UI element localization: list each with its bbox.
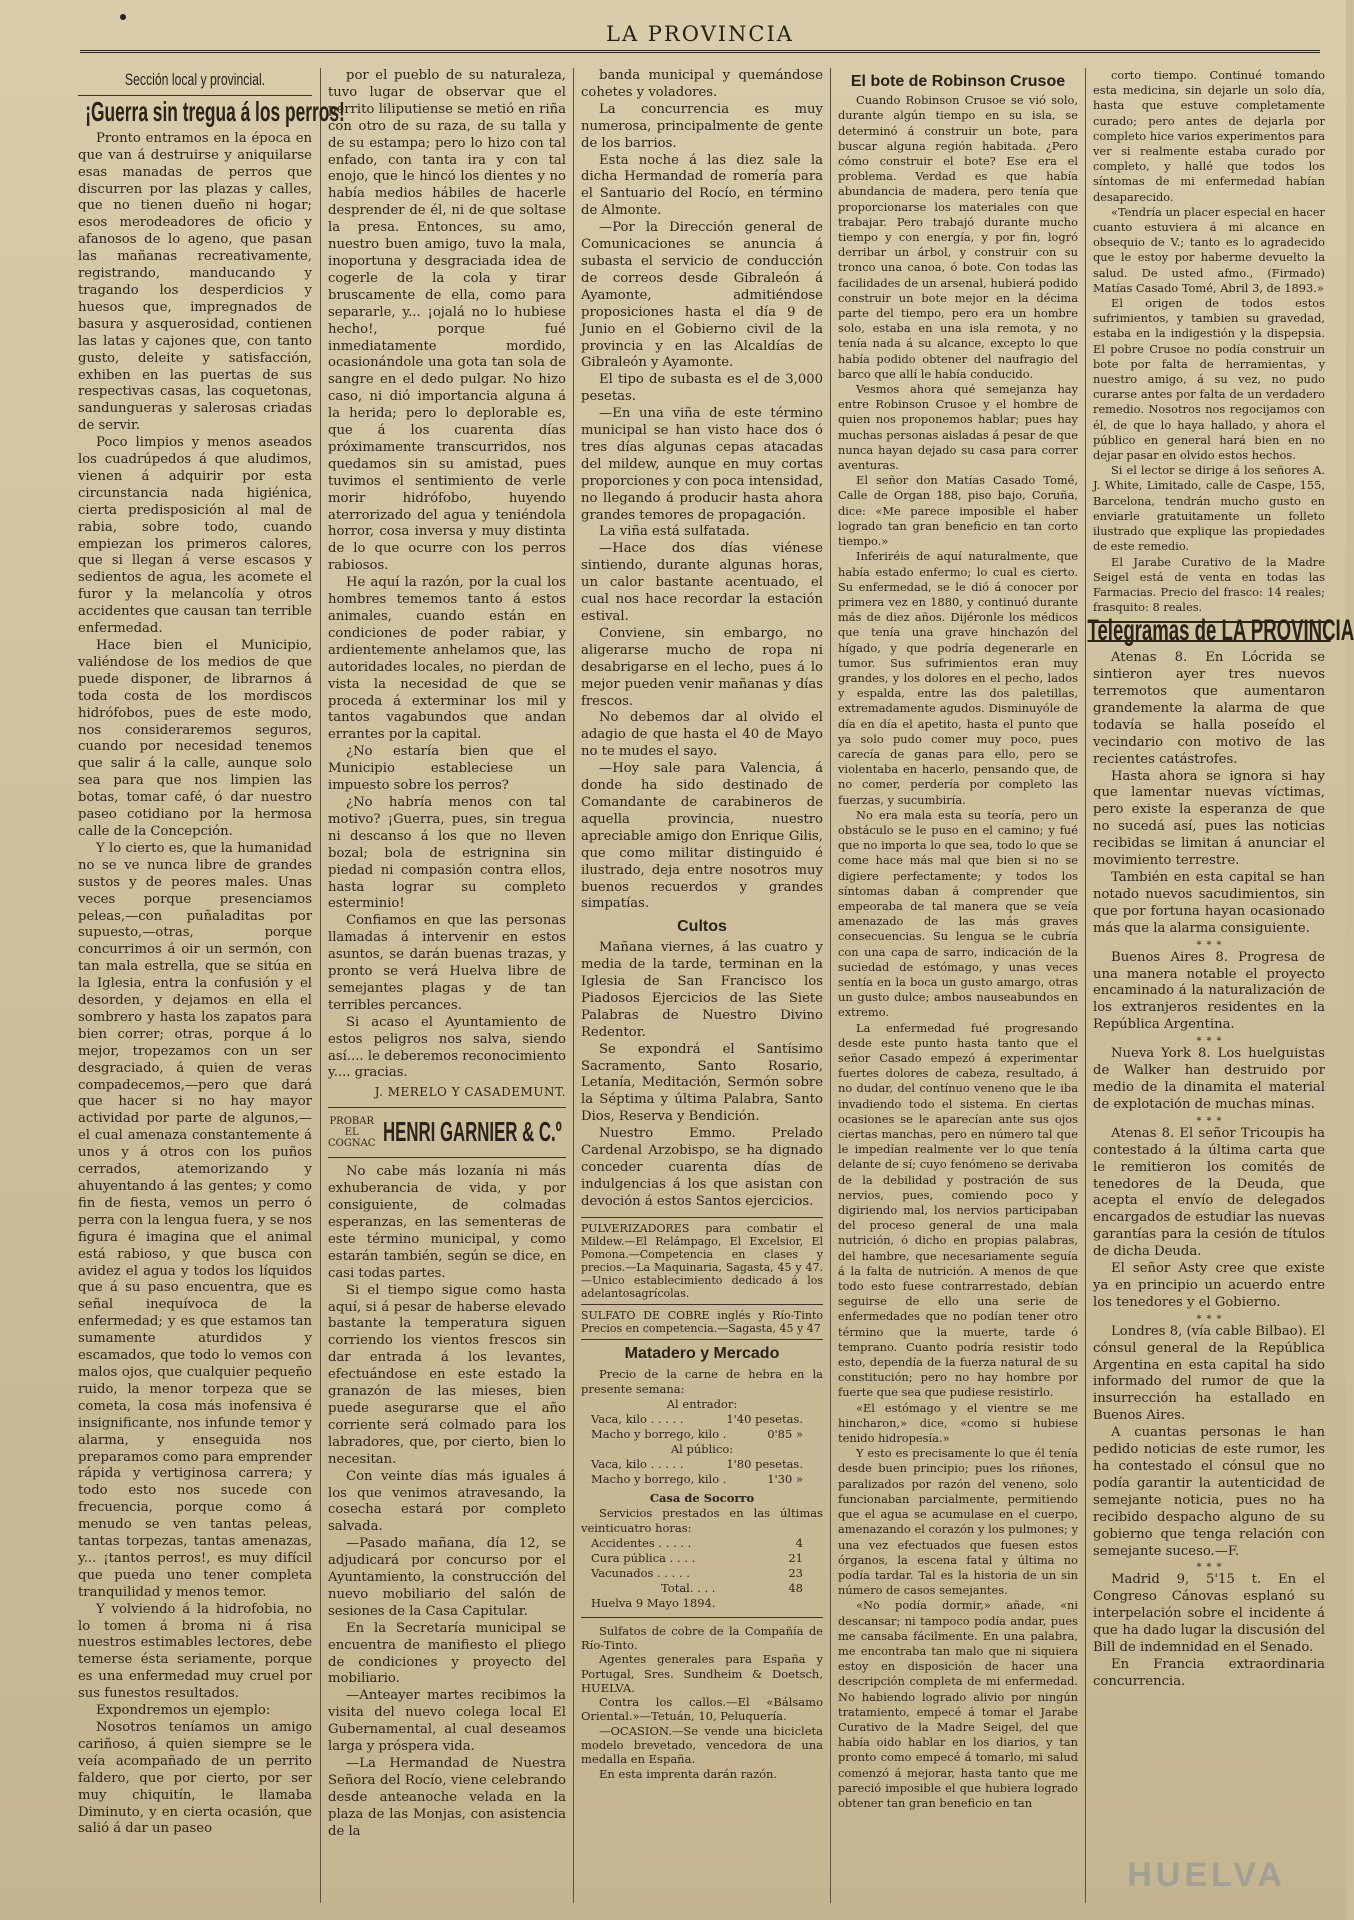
paragraph: La viña está sulfatada. [599, 524, 750, 540]
paragraph: Y lo cierto es, que la humanidad no se ve nunca libre de grandes sustos y de peores males. Unas veces porque presenciamos peleas,—con puñaladitas por supuesto,—otras, porque concurrimos á oir un sermón, con tan mala estrella, que se sitúa en la Iglesia, entra la confusión y el desorden, y dejamos en ella el sombrero y hasta los zapatos para bien correr; otras, porque á lo mejor, tropezamos con un ser desgraciado, á quien de veras compadecemos,—pero que dará que hacer si no hay mayor actividad por parte de algunos,—el cual amenaza constantemente á unos y á otros con los puños cerrados, atemorizando y ahuyentando á las gentes; y como fin de fiesta, vemos un perro ó perra con la lengua fuera, y se nos figura é imagina que el animal está rabioso, y que busca con avidez el agua y todos los líquidos que á su paso encuentra, que es señal inequívoca de la enfermedad; y es que estamos tan sumamente aturdidos y escamados, que todo lo vemos con malos ojos, que cualquier pequeño ruido, la menor torpeza que se cometa, la cosa más inofensiva é insignificante, nos infunde temor y alarma, y enseguida nos preparamos como para emprender rápida y vertiginosa carrera; y todo esto nos sucede con frecuencia, porque como á menudo se ven tantas peleas, tantas torpezas, tantas amenazas, y... ¡tantos perros!, es muy difícil que pueda uno tener completa tranquilidad y menos temor. [78, 840, 312, 1600]
paragraph: Agentes generales para España y Portugal, Sres. Sundheim & Doetsch, HUELVA. [581, 1652, 823, 1695]
table-row [581, 1457, 823, 1472]
ad-prefix: PROBAR EL COGNAC [328, 1116, 376, 1150]
robinson-body [838, 93, 1078, 1811]
paragraph: Conviene, sin embargo, no aligerarse mucho de ropa ni desabrigarse en el lecho, pues á lo mejor pueden venir mañanas y días frescos. [581, 625, 823, 709]
cognac-advertisement [328, 1116, 566, 1149]
table-row [581, 1412, 823, 1427]
ad-rule [328, 1157, 566, 1158]
paragraph: ¿No habría menos con tal motivo? ¡Guerra, pues, sin tregua ni descanso á los que no lleven bozal; bola de estrignina sin piedad ni compasión contra ellos, hasta lograr su completo esterminio! [328, 794, 566, 912]
local-news-continued [581, 68, 823, 913]
column-divider [320, 68, 321, 1903]
column-5 [1087, 68, 1354, 1908]
table-row [581, 1551, 823, 1566]
row-value: 21 [788, 1550, 803, 1565]
separator-stars: ∗ ∗ ∗ [1195, 1113, 1223, 1125]
report-date: Huelva 9 Mayo 1894. [591, 1595, 716, 1610]
paragraph: Esta noche á las diez sale la dicha Hermandad de romería para el Santuario del Rocío, en término de Almonte. [581, 152, 823, 219]
paragraph: Inferiréis de aquí naturalmente, que había estado enfermo; lo cual es cierto. Su enfermedad, se le dió á conocer por primera vez en 1880, y continuó durante más de diez años. Dijéronle los médicos que tenía una grave hinchazón del hígado, y que podría degenerarle en tumor. Sus sufrimientos eran muy grandes, y los dolores en el pecho, lados y espalda, entre las dos paletillas, extremadamente agudos. Disminuyóle de día en día el apetito, hasta el punto que ya solo pudo comer muy poco, pues carecía de ganas para ello, pero se violentaba en hacerlo, pensando que, de no comer, perdería por completo las fuerzas, y sucumbiría. [838, 549, 1078, 807]
row-label: Cura pública . . . . [591, 1550, 696, 1565]
paragraph: —La Hermandad de Nuestra Señora del Rocío, viene celebrando desde anteanoche velada en la plaza de las Monjas, con asistencia de la [328, 1756, 566, 1839]
cultos-heading: Cultos [677, 918, 727, 936]
article-body-continued [328, 68, 566, 1082]
column-2 [328, 68, 566, 1908]
library-stamp: HUELVA [1127, 1856, 1286, 1894]
robinson-headline: El bote de Robinson Crusoe [850, 73, 1066, 90]
paragraph: Madrid 9, 5'15 t. En el Congreso Cánovas esplanó su interpelación sobre el incidente á que ha dado lugar la discusión del Bill de indemnidad en el Senado. [1093, 1572, 1325, 1656]
row-label: Accidentes . . . . . [591, 1535, 692, 1550]
paragraph: Expondremos un ejemplo: [96, 1703, 271, 1719]
paragraph: Mañana viernes, á las cuatro y media de la tarde, terminan en la Iglesia de San Francisco los Piadosos Ejercicios de las Siete Palabras de Nuestro Divino Redentor. [581, 940, 823, 1040]
paragraph: Y volviendo á la hidrofobia, no lo tomen á broma ni á risa nuestros estimables lectores, debe temerse ésta seriamente, porque es una enfermedad muy cruel por sus funestos resultados. [78, 1601, 312, 1702]
total-row [581, 1581, 823, 1596]
paragraph: Londres 8, (vía cable Bilbao). El cónsul general de la República Argentina en esta capital ha sido informado del rumor de que la insurrección ha estallado en Buenos Aires. [1093, 1323, 1325, 1424]
paragraph: Contra los callos.—El «Bálsamo Oriental.»—Tetuán, 10, Peluquería. [581, 1695, 823, 1724]
table-row [581, 1427, 823, 1442]
paragraph: Si acaso el Ayuntamiento de estos peligros nos salva, siendo así.... le deberemos reconocimiento y.... gracias. [328, 1014, 566, 1081]
telegrams-body [1093, 650, 1325, 1691]
row-value: 1'80 pesetas. [726, 1456, 803, 1471]
ink-dot [120, 14, 126, 20]
paragraph: Nuestro Emmo. Prelado Cardenal Arzobispo, se ha dignado conceder cuarenta días de indulgencias á los que asistan con devoción á estos Santos ejercicios. [581, 1126, 823, 1209]
paragraph: El señor Asty cree que existe ya en principio un acuerdo entre los tenedores y el Gobierno. [1093, 1261, 1325, 1310]
paragraph: —Anteayer martes recibimos la visita del nuevo colega local El Gubernamental, al cual deseamos larga y próspera vida. [328, 1688, 566, 1755]
column-divider [830, 68, 831, 1903]
paragraph: A cuantas personas le han pedido noticias de este rumor, les ha contestado el cónsul que no podía garantir la autenticidad de semejante noticia, pues no ha recibido despacho alguno de su gobierno que tenga relación con semejante suceso.—F. [1093, 1425, 1325, 1559]
paragraph: —Hace dos días viénese sintiendo, durante algunas horas, un calor bastante acentuado, el cual nos hace recordar la estación estival. [581, 541, 823, 624]
paragraph: También en esta capital se han notado nuevos sacudimientos, sin que por fortuna hayan ocasionado más que la alarma consiguiente. [1093, 870, 1325, 936]
column-divider [573, 68, 574, 1903]
paragraph: —OCASION.—Se vende una bicicleta modelo brevetado, vencedora de una medalla en España. [581, 1723, 823, 1767]
paragraph: Atenas 8. En Lócrida se sintieron ayer tres nuevos terremotos que aumentaron grandemente la alarma de que todavía se halla poseído el vecindario con motivo de las recientes catástrofes. [1093, 650, 1325, 767]
column-3 [581, 68, 823, 1908]
total-value: 48 [788, 1580, 803, 1595]
paragraph: El origen de todos estos sufrimientos, y tambien su gravedad, estaba en la indigestión y la dispepsia. El pobre Crusoe no podía construir un bote por falta de herramientas, y nuestro amigo, á su vez, no pudo curarse antes por falta de un verdadero remedio. Nosotros nos regocijamos con él, de que lo haya hallado, y ahora el público en general hará bien en no dejar pasar en olvido estos hechos. [1093, 296, 1325, 463]
paragraph: No cabe más lozanía ni más exhuberancia de vida, y por consiguiente, de colmadas esperanzas, en las sementeras de este término municipal, y como estarán también, según se dice, en casi todas partes. [328, 1164, 566, 1281]
paragraph: En Francia extraordinaria concurrencia. [1093, 1656, 1325, 1689]
row-label: Vaca, kilo . . . . . [591, 1456, 684, 1471]
row-label: Macho y borrego, kilo . [591, 1426, 727, 1441]
header-rule [80, 50, 1320, 53]
paragraph: He aquí la razón, por la cual los hombres tememos tanto á estos animales, cuando están en condiciones de poder rabiar, y ardientemente anhelamos que, las autoridades locales, no pierdan de vista la necesidad de que se proceda á exterminar los mil y tantos vagabundos que andan errantes por la capital. [328, 575, 566, 743]
table-row [581, 1566, 823, 1581]
paragraph: —Hoy sale para Valencia, á donde ha sido destinado de Comandante de carabineros de aquella provincia, nuestro apreciable amigo don Enrique Gilis, que como militar distinguido é ilustrado, deja entre nosotros muy buenos recuerdos y grandes simpatías. [581, 761, 823, 912]
ad-rule [328, 1107, 566, 1108]
matadero-heading: Matadero y Mercado [624, 1344, 780, 1362]
matadero-table [581, 1367, 823, 1611]
table-row [581, 1472, 823, 1487]
paragraph: El señor don Matías Casado Tomé, Calle de Organ 188, piso bajo, Coruña, dice: «Me parece imposible el haber logrado tan gran beneficio en tan corto tiempo.» [838, 473, 1078, 549]
row-label: Macho y borrego, kilo . [591, 1471, 727, 1486]
separator-stars: ∗ ∗ ∗ [1195, 1034, 1223, 1046]
classified-ads [581, 1624, 823, 1781]
paragraph: ¿No estaría bien que el Municipio estableciese un impuesto sobre los perros? [328, 744, 566, 794]
row-value: 23 [788, 1565, 803, 1580]
paragraph: Buenos Aires 8. Progresa de una manera notable el proyecto encaminado á la naturalización de los extranjeros residentes en la República Argentina. [1093, 949, 1325, 1033]
separator-stars: ∗ ∗ ∗ [1195, 1560, 1223, 1572]
paragraph: El tipo de subasta es el de 3,000 pesetas. [581, 372, 823, 405]
article-body [78, 131, 312, 1839]
paragraph: Con veinte días más iguales á los que venimos atravesando, la cosecha estará por completo salvada. [328, 1468, 566, 1535]
sulfato-ad: SULFATO DE COBRE inglés y Río-Tinto Precios en competencia.—Sagasta, 45 y 47 [581, 1305, 823, 1340]
paragraph: Nosotros teníamos un amigo cariñoso, á quien siempre se le veía acompañado de un perrito faldero, que por cierto, por ser muy chiquitín, le llamaba Diminuto, y en cierta ocasión, que salió á dar un paseo [78, 1720, 312, 1837]
paragraph: El Jarabe Curativo de la Madre Seigel está de venta en todas las Farmacias. Precio del frasco: 14 reales; frasquito: 8 reales. [1093, 554, 1325, 615]
ad-rule [581, 1617, 823, 1618]
section-heading: Sección local y provincial. [124, 70, 266, 89]
paragraph: Poco limpios y menos aseados los cuadrúpedos á que aludimos, vienen á adquirir por esta circunstancia nada higiénica, cierta predisposición al mal de rabia, sobre todo, cuando empiezan los primeros calores, que si llegan á verse escasos y sedientos de agua, les acomete el furor y la melancolía y otros accidentes que causan tan terrible enfermedad. [78, 435, 312, 637]
paragraph: banda municipal y quemándose cohetes y voladores. [581, 68, 823, 100]
paragraph: «El estómago y el vientre se me hincharon,» dice, «como si hubiese tenido hidropesía.» [838, 1400, 1078, 1446]
paragraph: Si el tiempo sigue como hasta aquí, si á pesar de haberse elevado bastante la temperatura siguen corriendo los vientos frescos sin dar entrada á los levantes, efectuándose en este estado la granazón de las mieses, bien puede asegurarse que el año corriente será colmado para los labradores, que, por cierto, bien lo necesitan. [328, 1282, 566, 1467]
paragraph: «No podía dormir,» añade, «ni descansar; ni tampoco podía andar, pues me cansaba fácilmente. En una palabra, me encontraba tan malo que ni siquiera estoy en disposición de hacer una descripción completa de mi enfermedad. No habiendo logrado alivio por ningún tratamiento, empecé á tomar el Jarabe Curativo de la Madre Seigel, del que había oido hablar en los diarios, y tan pronto como empecé á tomarlo, mi salud comenzó á mejorar, hasta tanto que me pareció imposible el que hubiera logrado obtener tan gran beneficio en tan [838, 1598, 1078, 1810]
socorro-intro: Servicios prestados en las últimas veinticuatro horas: [581, 1505, 823, 1535]
paragraph: por el pueblo de su naturaleza, tuvo lugar de observar que el perrito liliputiense se metió en riña con otro de su raza, de su talla y de su estampa; pero lo hizo con tal enfado, con tanta ira y con tal enojo, que le hincó los dientes y no había medios hábiles de hacerle desprender de él, ni de que soltase la presa. Entonces, su amo, nuestro buen amigo, tuvo la mala, inoportuna y desgraciada idea de cogerle de la cola y tirar bruscamente de ella, como para separarle, y... ¡ojalá no lo hubiese hecho!, porque fué inmediatamente mordido, ocasionándole una gota tan sola de sangre en el dedo pulgar. No hizo caso, ni dió importancia alguna á la herida; pero lo deplorable es, que á los cuarenta días próximamente transcurridos, nos quedamos sin su amistad, pues tuvimos el sentimiento de verle morir hidrófobo, huyendo aterrorizado del agua y teniéndola horror, cosa inversa y muy distinta de lo que ocurre con los perros rabiosos. [328, 68, 566, 574]
row-label: Vacunados . . . . . [591, 1565, 690, 1580]
separator-stars: ∗ ∗ ∗ [1195, 937, 1223, 949]
paragraph: Pronto entramos en la época en que van á destruirse y aniquilarse esas manadas de perros que discurren por las plazas y calles, que no tienen dueño ni hogar; esos merodeadores de oficio y afanosos de lo ageno, que pasan las mañanas recreativamente, registrando, manducando y tragando los desperdicios y huesos que, impregnados de basura y asquerosidad, contienen las latas y cajones que, con tanto gusto, deleite y satisfacción, exhiben en las puertas de sus respectivas casas, las coquetonas, sandungueras y salerosas criadas de servir. [78, 130, 312, 434]
paragraph: —En una viña de este término municipal se han visto hace dos ó tres días algunas cepas atacadas del mildew, aunque en muy cortas proporciones y con poca intensidad, no llegando á producir hasta ahora grandes temores de propagación. [581, 406, 823, 523]
paragraph: Hasta ahora se ignora si hay que lamentar nuevas víctimas, pero existe la esperanza de que no sucedá así, pues las noticias recibidas se limitan á anunciar el movimiento terrestre. [1093, 768, 1325, 869]
paragraph: Cuando Robinson Crusoe se vió solo, durante algún tiempo en su isla, se determinó á construir un bote, para buscar alguna región habitada. ¿Pero cómo construir el bote? Ese era el problema. Verdad es que había abundancia de madera, pero tenía que proporcionarse los materiales con que trabajar. Pero trabajó durante mucho tiempo y con energía, y por fin, logró derribar un árbol, y construir con su tronco una canoa, ó bote. Con todas las facilidades de un arsenal, hubierá podido construir un bote mejor en la décima parte del tiempo, pero era un hombre solo, estaba en una isla remota, y no tenía nada á su alcance, excepto lo que había podido obtener del naufragio del barco que allí le había conducido. [838, 93, 1078, 381]
row-value: 1'40 pesetas. [726, 1411, 803, 1426]
article-headline: ¡Guerra sin tregua á los perros! [85, 95, 345, 127]
socorro-heading: Casa de Socorro [649, 1490, 755, 1505]
local-news [328, 1164, 566, 1840]
paragraph: Y esto es precisamente lo que él tenía desde buen principio; pues los riñones, paralizados por razón del veneno, solo funcionaban parcialmente, permitiendo que el agua se acumulase en el cuerpo, amenazando el corazón y los pulmones; y una vez efectuados que fuesen estos órganos, la escena fatal y última no podía tardar. Tal es la historia de un sin número de casos semejantes. [838, 1446, 1078, 1598]
row-value: 0'85 » [767, 1426, 803, 1441]
paragraph: En la Secretaría municipal se encuentra de manifiesto el pliego de condiciones y proyecto del mobiliario. [328, 1620, 566, 1687]
paragraph: Confiamos en que las personas llamadas á intervenir en estos asuntos, se darán buenas trazas, y pronto se verá Huelva libre de semejantes plagas y de tan terribles percances. [328, 913, 566, 1013]
matadero-intro: Precio de la carne de hebra en la presente semana: [581, 1366, 823, 1396]
paragraph: Si el lector se dirige á los señores A. J. White, Limitado, calle de Caspe, 155, Barcelona, tendrán mucho gusto en enviarle gratuitamente un folleto ilustrado que explique las propiedades de este remedio. [1093, 463, 1325, 554]
pulverizadores-ad: PULVERIZADORES para combatir el Mildew.—El Relámpago, El Excelsior, El Pomona.—Competencia en clases y precios.—La Maquinaria, Sagasta, 45 y 47.—Unico establecimiento dedicado á los adelantosagrícolas. [581, 1217, 823, 1305]
row-value: 4 [795, 1535, 803, 1550]
publico-label: Al público: [670, 1441, 734, 1456]
paragraph: Nueva York 8. Los huelguistas de Walker han destruido por medio de la dinamita el material de explotación de muchas minas. [1093, 1046, 1325, 1112]
paragraph: La enfermedad fué progresando desde este punto hasta tanto que el señor Casado empezó á experimentar fuertes dolores de cabeza, resultado, á no dudar, del contínuo veneno que le iba invadiendo todo el sistema. En ciertas ocasiones se le aparecían ante sus ojos ciertas manchas, pero en número tal que le impedían realmente ver lo que tenía delante de sí; cuyo fenómeno se derivaba de la debilidad y postración de sus nervios, pues, comiendo poco y digiriendo mal, los nervios participaban del proceso general de una mala nutrición, ó dicho en propias palabras, del hambre, que necesariamente seguía á la falta de nutrición. A menos de que todo esto fuese contrarrestado, debían seguirse de ello una serie de enfermedades que no podían tener otro término que la muerte, tarde ó temprano. Cuanto podría resistir todo esto, dependía de la fuerza natural de su constitución; pero no hay hombre por fuerte que sea que pudiese resistirlo. [838, 1020, 1078, 1400]
row-label: Vaca, kilo . . . . . [591, 1411, 684, 1426]
paragraph: La concurrencia es muy numerosa, principalmente de gente de los barrios. [581, 101, 823, 151]
column-divider [1085, 68, 1086, 1903]
paragraph: Se expondrá el Santísimo Sacramento, Santo Rosario, Letanía, Meditación, Sermón sobre la Séptima y última Palabra, Santo Dios, Reserva y Bendición. [581, 1041, 823, 1125]
robinson-body-continued [1093, 68, 1325, 615]
paragraph: —Por la Dirección general de Comunicaciones se anuncia á subasta el servicio de conducción de correos desde Gibraleón á Ayamonte, admitiéndose proposiciones hasta el día 9 de Junio en el Gobierno civil de la provincia y en las Alcaldías de Gibraleón y Ayamonte. [581, 220, 823, 371]
paragraph: corto tiempo. Continué tomando esta medicina, sin dejarle un solo día, hasta que estuve completamente curado; pero antes de dejarla por completo hice varios experimentos para ver si realmente estaba curado por completo, y hallé que todos los síntomas de mi enfermedad habían desaparecido. [1093, 68, 1325, 204]
paragraph: No era mala esta su teoría, pero un obstáculo se le puso en el camino; y fué que no importa lo que sea, todo lo que se come hace más mal que bien si no se digiere perfectamente; y todos los síntomas daban á comprender que empeoraba de tal manera que se veía amenazado de las más graves consecuencias. Su lengua se le cubría con una capa de sarro, indicación de la suciedad de estómago, y unas veces sentía en la boca un gusto amargo, otras un gusto dulce; ambos nauseabundos en extremo. [838, 807, 1078, 1020]
paragraph: No debemos dar al olvido el adagio de que hasta el 40 de Mayo no te mudes el sayo. [581, 710, 823, 760]
paragraph: Vesmos ahora qué semejanza hay entre Robinson Crusoe y el hombre de quien nos proponemos hablar; pues hay muchas personas aisladas á pesar de que nunca hayan dejado su casa para correr aventuras. [838, 382, 1078, 473]
telegrams-headline: Telegramas de LA PROVINCIA [1087, 614, 1354, 648]
paragraph: Atenas 8. El señor Tricoupis ha contestado á la última carta que le remitieron los comités de tenedores de la Deuda, que acepta el envío de delegados encargados de estudiar las nuevas garantías para la cesión de títulos de dicha Deuda. [1093, 1125, 1325, 1260]
page-header-title: LA PROVINCIA [606, 22, 794, 46]
ad-brand: HENRI GARNIER & C.º [383, 1116, 563, 1148]
paragraph: «Tendría un placer especial en hacer cuanto estuviera á mi alcance en obsequio de V.; tanto es lo agradecido que le estoy por haberme devuelto la salud. De usted afmo., (Firmado) Matías Casado Tomé, Abril 3, de 1893.» [1093, 204, 1325, 295]
paragraph: —Pasado mañana, día 12, se adjudicará por concurso por el Ayuntamiento, la construcción del nuevo mobiliario del salón de sesiones de la Casa Capitular. [328, 1536, 566, 1619]
separator-stars: ∗ ∗ ∗ [1195, 1311, 1223, 1323]
column-1 [78, 68, 345, 1908]
total-label: Total. . . . [661, 1580, 716, 1595]
cultos-body [581, 940, 823, 1211]
column-4 [838, 68, 1078, 1908]
entrador-label: Al entrador: [666, 1396, 738, 1411]
row-value: 1'30 » [767, 1471, 803, 1486]
table-row [581, 1536, 823, 1551]
paragraph: Hace bien el Municipio, valiéndose de los medios de que puede disponer, de librarnos á toda costa de los mordiscos hidrófobos, pues de este modo, nos consideraremos seguros, cuando por necesidad tenemos que salir á la calle, aunque solo sea para que nos limpien las botas, tomar café, ó dar nuestro paseo cotidiano por la hermosa calle de la Concepción. [78, 638, 312, 839]
article-signature: J. MERELO Y CASADEMUNT. [374, 1085, 566, 1100]
paragraph: En esta imprenta darán razón. [599, 1766, 778, 1781]
paragraph: Sulfatos de cobre de la Compañía de Río-Tinto. [581, 1623, 823, 1652]
